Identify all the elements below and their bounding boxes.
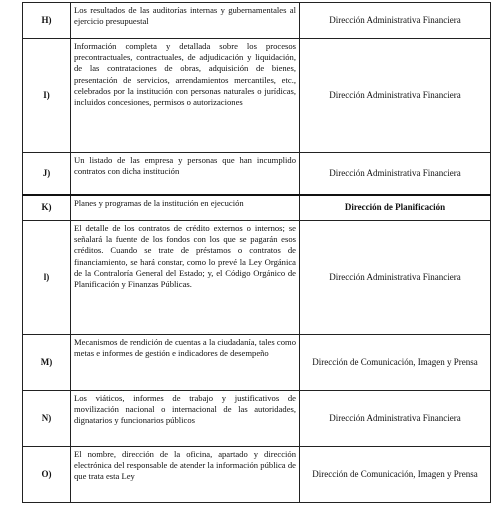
row-description: Planes y programas de la institución en ejecución xyxy=(71,195,300,221)
row-letter: J) xyxy=(23,153,71,195)
table-row xyxy=(23,335,491,391)
document-page xyxy=(22,2,491,503)
row-department: Dirección Administrativa Financiera xyxy=(300,39,491,153)
row-description: Los resultados de las auditorías internas y gubernamentales al ejercicio presupuestal xyxy=(71,3,300,39)
row-description: Los viáticos, informes de trabajo y justificativos de movilización nacional o internacional de las autoridades, dignatarios y funcionarios públicos xyxy=(71,391,300,447)
table-row xyxy=(23,391,491,447)
table-row xyxy=(23,447,491,503)
row-description: Mecanismos de rendición de cuentas a la ciudadanía, tales como metas e informes de gestión e indicadores de desempeño xyxy=(71,335,300,391)
table-row xyxy=(23,3,491,39)
row-letter: K) xyxy=(23,195,71,221)
row-department: Dirección Administrativa Financiera xyxy=(300,221,491,335)
row-description: El nombre, dirección de la oficina, apartado y dirección electrónica del responsable de atender la información pública de que trata esta Ley xyxy=(71,447,300,503)
row-department: Dirección de Comunicación, Imagen y Prensa xyxy=(300,447,491,503)
row-description: Un listado de las empresa y personas que han incumplido contratos con dicha institución xyxy=(71,153,300,195)
row-department: Dirección Administrativa Financiera xyxy=(300,391,491,447)
row-letter: l) xyxy=(23,221,71,335)
row-description: Información completa y detallada sobre los procesos precontractuales, contractuales, de adjudicación y liquidación, de las contrataciones de obras, adquisición de bienes, presentación de servicios, arrendamientos mercantiles, etc., celebrados por la institución con personas naturales o jurídicas, incluidos concesiones, permisos o autorizaciones xyxy=(71,39,300,153)
row-description: El detalle de los contratos de crédito externos o internos; se señalará la fuente de los fondos con los que se pagarán esos créditos. Cuando se trate de préstamos o contratos de financiamiento, se hará constar, como lo prevé la Ley Orgánica de la Contraloría General del Estado; y, el Código Orgánico de Planificación y Finanzas Públicas. xyxy=(71,221,300,335)
table-row xyxy=(23,195,491,221)
row-letter: N) xyxy=(23,391,71,447)
row-department: Dirección Administrativa Financiera xyxy=(300,153,491,195)
row-letter: M) xyxy=(23,335,71,391)
row-letter: I) xyxy=(23,39,71,153)
table-row xyxy=(23,221,491,335)
table-row xyxy=(23,153,491,195)
table-row xyxy=(23,39,491,153)
responsibility-table xyxy=(22,2,491,503)
row-department: Dirección Administrativa Financiera xyxy=(300,3,491,39)
row-letter: O) xyxy=(23,447,71,503)
row-department: Dirección de Comunicación, Imagen y Prensa xyxy=(300,335,491,391)
row-department: Dirección de Planificación xyxy=(300,195,491,221)
row-letter: H) xyxy=(23,3,71,39)
